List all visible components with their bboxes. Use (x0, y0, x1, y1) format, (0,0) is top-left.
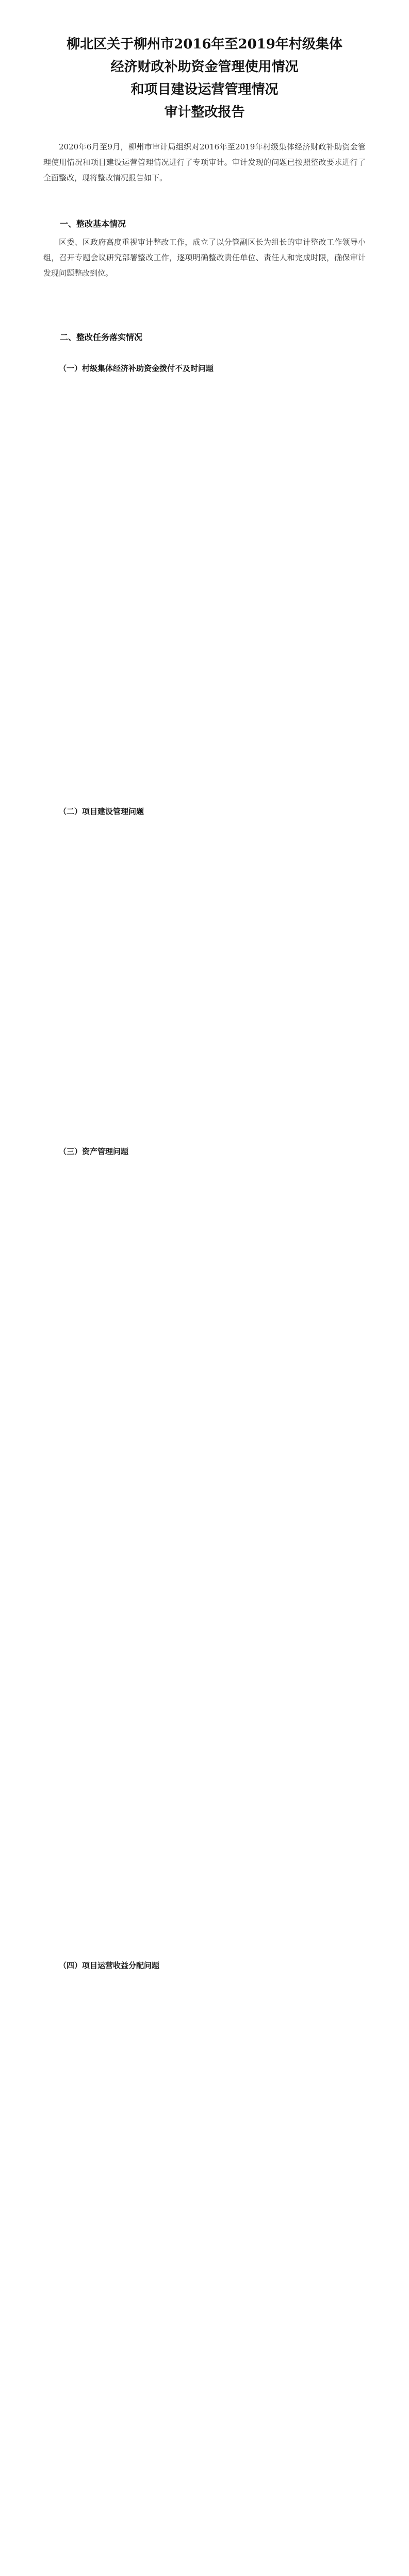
section-one-text: 区委、区政府高度重视审计整改工作，成立了以分管副区长为组长的审计整改工作领导小组，召开专题会议研究部署整改工作，逐项明确整改责任单位、责任人和完成时限，确保审计发现问题整改到位。 (43, 238, 366, 278)
sub-section-3 (43, 1144, 366, 1159)
sub-heading-2: （二）项目建设管理问题 (59, 807, 144, 816)
section-two-heading: 二、整改任务落实情况 (60, 332, 143, 342)
title-line-2: 经济财政补助资金管理使用情况 (110, 59, 299, 75)
sub-heading-3: （三）资产管理问题 (59, 1147, 129, 1156)
intro-paragraph: 2020年6月至9月，柳州市审计局组织对2016年至2019年村级集体经济财政补助资金管理使用情况和项目建设运营管理情况进行了专项审计。审计发现的问题已按照整改要求进行了全面整改，现将整改情况报告如下。 (43, 142, 366, 182)
title-line-4: 审计整改报告 (164, 105, 245, 120)
title-line-3: 和项目建设运营管理情况 (130, 82, 279, 97)
sub-section-4 (43, 1958, 366, 1973)
document-title (0, 33, 409, 124)
sub-section-1 (43, 361, 366, 376)
title-line-1: 柳北区关于柳州市2016年至2019年村级集体 (67, 37, 342, 52)
section-one-heading: 一、整改基本情况 (60, 219, 126, 229)
sub-heading-4: （四）项目运营收益分配问题 (59, 1961, 160, 1970)
sub-heading-1: （一）村级集体经济补助资金拨付不及时问题 (59, 364, 214, 373)
sub-section-2 (43, 804, 366, 819)
